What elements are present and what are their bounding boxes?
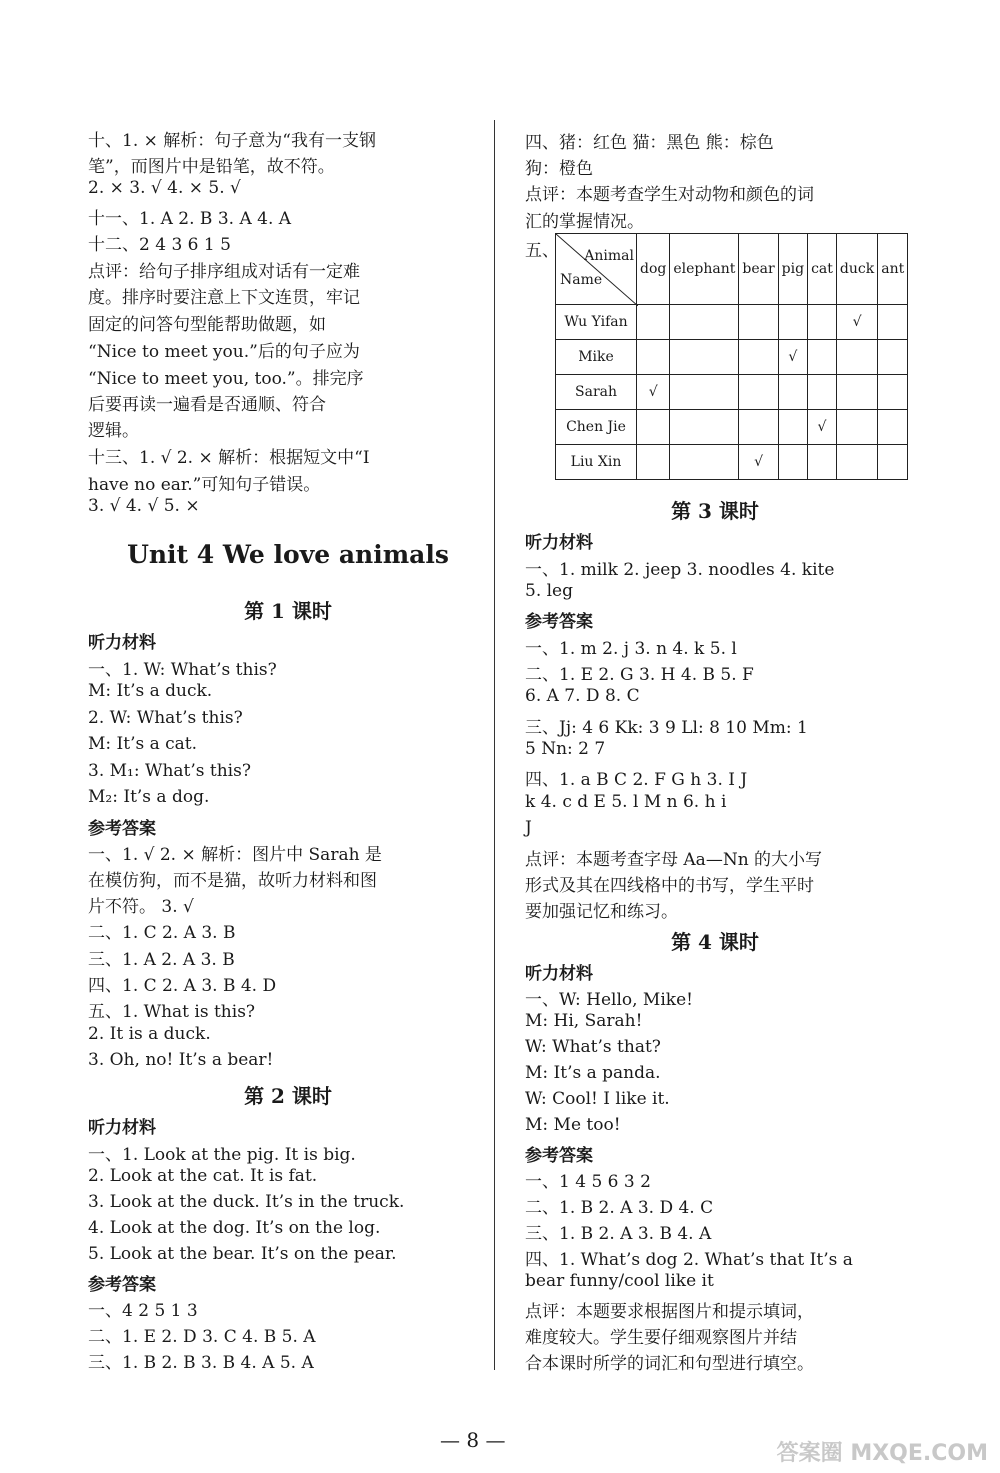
answer-line: 四、1. What’s dog 2. What’s that It’s a (525, 1250, 853, 1270)
listening-line: M: It’s a panda. (525, 1063, 661, 1083)
answer-line: 五、1. What is this? (88, 1002, 256, 1022)
right-column-lower (525, 0, 925, 1400)
answer-line: 四、猪：红色 猫：黑色 熊：棕色 (525, 133, 774, 153)
answer-line: 十三、1. √ 2. × 解析：根据短文中“I (88, 448, 370, 468)
row-name: Sarah (556, 375, 637, 410)
answer-line: 片不符。 3. √ (88, 897, 194, 917)
answer-line: 二、1. E 2. D 3. C 4. B 5. A (88, 1327, 316, 1347)
column-header: cat (808, 234, 837, 305)
answer-line: 十二、2 4 3 6 1 5 (88, 235, 231, 255)
watermark: 答案圈 MXQE.COM (776, 1441, 988, 1466)
left-column (88, 0, 488, 1400)
lesson-heading: 第 3 课时 (671, 499, 759, 523)
listening-line: 一、1. W: What’s this? (88, 660, 277, 680)
table-cell: √ (836, 305, 877, 340)
column-header: pig (778, 234, 807, 305)
answer-line: 形式及其在四线格中的书写，学生平时 (525, 876, 814, 896)
table-cell: √ (739, 445, 778, 480)
listening-line: M: Me too! (525, 1115, 621, 1135)
answer-line: 点评：本题考查学生对动物和颜色的词 (525, 185, 814, 205)
answer-line: 3. Oh, no! It’s a bear! (88, 1050, 274, 1070)
answer-line: “Nice to meet you, too.”。排完序 (88, 369, 364, 389)
header-name: Name (560, 272, 603, 288)
row-name: Liu Xin (556, 445, 637, 480)
row-name: Chen Jie (556, 410, 637, 445)
listening-line: 3. M₁: What’s this? (88, 761, 251, 781)
answer-line: 固定的问答句型能帮助做题，如 (88, 315, 326, 335)
answer-line: 四、1. C 2. A 3. B 4. D (88, 976, 277, 996)
answer-line: bear funny/cool like it (525, 1271, 714, 1291)
column-header: bear (739, 234, 778, 305)
listening-line: 一、1. milk 2. jeep 3. noodles 4. kite (525, 560, 835, 580)
answer-line: 一、4 2 5 1 3 (88, 1301, 198, 1321)
section-number: 五、 (525, 241, 559, 261)
answer-line: 狗：橙色 (525, 159, 593, 179)
listening-line: 一、W: Hello, Mike! (525, 990, 693, 1010)
section-label: 听力材料 (525, 964, 593, 984)
listening-line: 5. leg (525, 581, 574, 601)
section-label: 听力材料 (88, 1118, 156, 1138)
listening-line: 2. W: What’s this? (88, 708, 243, 728)
column-divider (494, 120, 495, 1370)
answer-line: 2. × 3. √ 4. × 5. √ (88, 178, 241, 198)
answer-line: 一、1 4 5 6 3 2 (525, 1172, 651, 1192)
listening-line: M₂: It’s a dog. (88, 787, 210, 807)
answer-line: 合本课时所学的词汇和句型进行填空。 (525, 1354, 814, 1374)
answer-line: 5 Nn: 2 7 (525, 739, 606, 759)
answer-line: 二、1. C 2. A 3. B (88, 923, 236, 943)
answer-line: 十一、1. A 2. B 3. A 4. A (88, 209, 292, 229)
section-label: 听力材料 (525, 533, 593, 553)
column-header: dog (637, 234, 670, 305)
lesson-heading: 第 4 课时 (671, 930, 759, 954)
answer-line: 十、1. × 解析：句子意为“我有一支钢 (88, 131, 376, 151)
answer-line: 6. A 7. D 8. C (525, 686, 640, 706)
section-label: 参考答案 (525, 1146, 593, 1166)
answer-line: 后要再读一遍看是否通顺、符合 (88, 395, 326, 415)
answer-line: 三、Jj: 4 6 Kk: 3 9 Ll: 8 10 Mm: 1 (525, 718, 808, 738)
table-cell: √ (637, 375, 670, 410)
answer-line: 汇的掌握情况。 (525, 212, 644, 232)
listening-line: M: Hi, Sarah! (525, 1011, 643, 1031)
listening-line: 5. Look at the bear. It’s on the pear. (88, 1244, 397, 1264)
answer-line: 一、1. m 2. j 3. n 4. k 5. l (525, 639, 737, 659)
answer-line: 四、1. a B C 2. F G h 3. I J (525, 770, 748, 790)
answer-line: 点评：本题考查字母 Aa—Nn 的大小写 (525, 850, 823, 870)
answer-line: 2. It is a duck. (88, 1024, 211, 1044)
answer-line: 笔”，而图片中是铅笔，故不符。 (88, 157, 335, 177)
answer-line: 难度较大。学生要仔细观察图片并结 (525, 1328, 797, 1348)
answer-line: 度。排序时要注意上下文连贯，牢记 (88, 288, 360, 308)
answer-line: k 4. c d E 5. l M n 6. h i (525, 792, 727, 812)
row-name: Wu Yifan (556, 305, 637, 340)
column-header: elephant (670, 234, 739, 305)
section-label: 参考答案 (88, 819, 156, 839)
table-cell: √ (778, 340, 807, 375)
answer-line: 要加强记忆和练习。 (525, 902, 678, 922)
listening-line: W: What’s that? (525, 1037, 661, 1057)
unit-title: Unit 4 We love animals (127, 540, 449, 569)
answer-line: J (525, 818, 532, 838)
answer-line: 在模仿狗，而不是猫，故听力材料和图 (88, 871, 377, 891)
listening-line: 3. Look at the duck. It’s in the truck. (88, 1192, 405, 1212)
answer-line: 点评：本题要求根据图片和提示填词， (525, 1302, 814, 1322)
answer-line: have no ear.”可知句子错误。 (88, 475, 321, 495)
section-label: 听力材料 (88, 633, 156, 653)
answer-line: 三、1. B 2. A 3. B 4. A (525, 1224, 712, 1244)
answer-line: 点评：给句子排序组成对话有一定难 (88, 262, 360, 282)
answer-line: 三、1. A 2. A 3. B (88, 950, 235, 970)
answer-line: 三、1. B 2. B 3. B 4. A 5. A (88, 1353, 314, 1373)
section-label: 参考答案 (525, 612, 593, 632)
listening-line: W: Cool! I like it. (525, 1089, 670, 1109)
lesson-heading: 第 1 课时 (244, 599, 332, 623)
answer-line: 逻辑。 (88, 421, 139, 441)
column-header: duck (836, 234, 877, 305)
lesson-heading: 第 2 课时 (244, 1084, 332, 1108)
listening-line: 一、1. Look at the pig. It is big. (88, 1145, 356, 1165)
row-name: Mike (556, 340, 637, 375)
answer-line: 3. √ 4. √ 5. × (88, 496, 200, 516)
answer-line: 二、1. B 2. A 3. D 4. C (525, 1198, 714, 1218)
column-header: ant (878, 234, 908, 305)
page-number: — 8 — (440, 1428, 506, 1452)
listening-line: 4. Look at the dog. It’s on the log. (88, 1218, 381, 1238)
answer-line: “Nice to meet you.”后的句子应为 (88, 342, 360, 362)
section-label: 参考答案 (88, 1275, 156, 1295)
listening-line: M: It’s a duck. (88, 681, 213, 701)
header-animal: Animal (584, 248, 634, 264)
answer-line: 一、1. √ 2. × 解析：图片中 Sarah 是 (88, 845, 382, 865)
listening-line: 2. Look at the cat. It is fat. (88, 1166, 318, 1186)
table-cell: √ (808, 410, 837, 445)
listening-line: M: It’s a cat. (88, 734, 198, 754)
answer-line: 二、1. E 2. G 3. H 4. B 5. F (525, 665, 754, 685)
